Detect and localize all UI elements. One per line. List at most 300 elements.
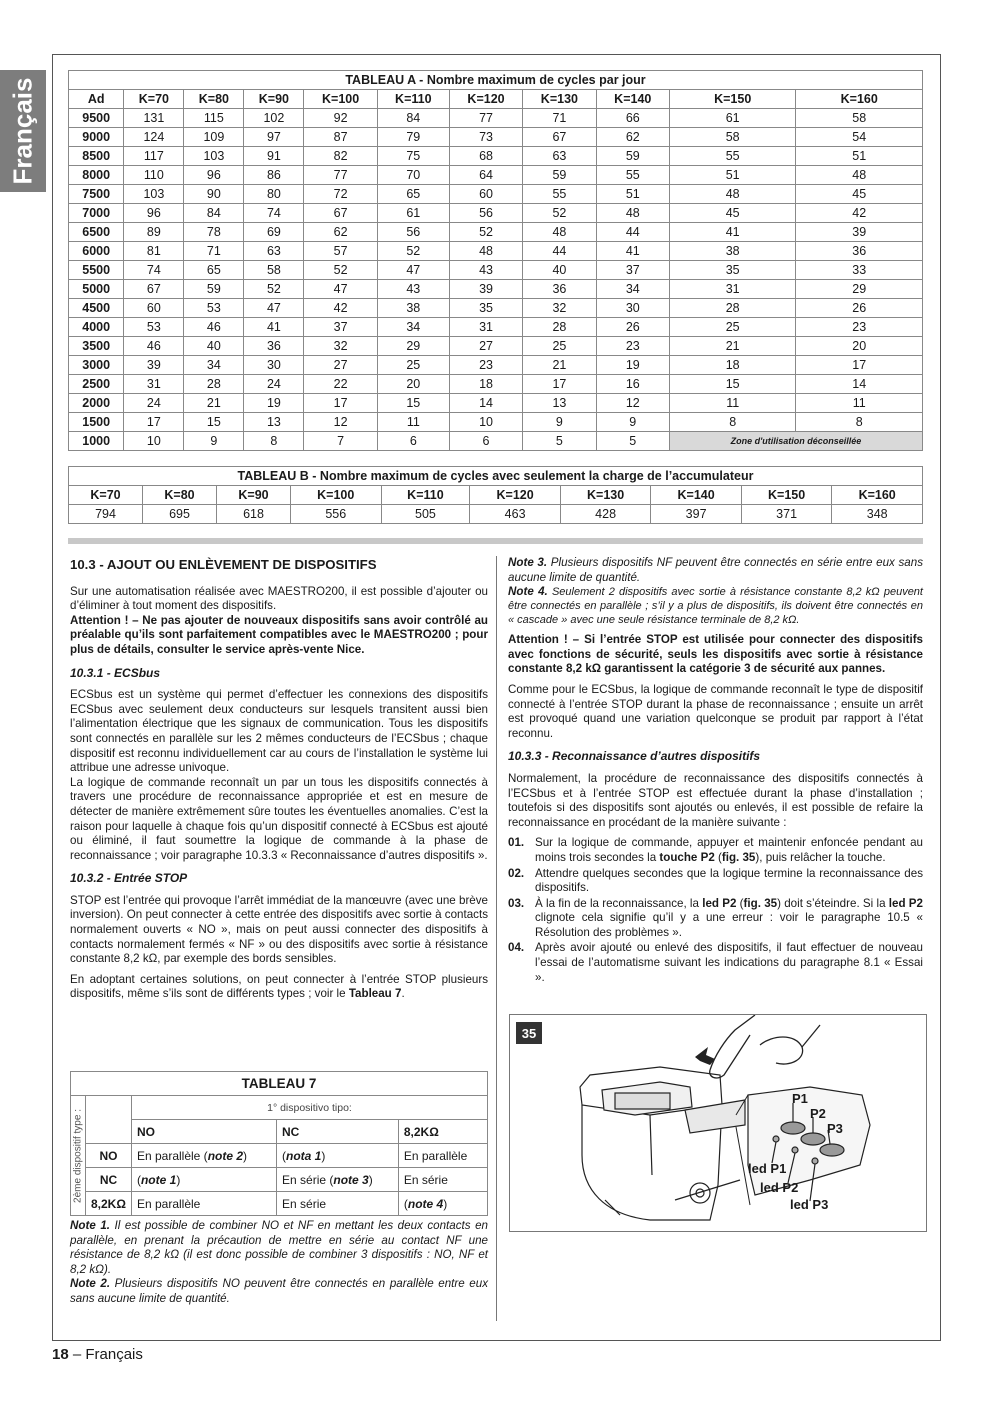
table-cell: 131: [124, 109, 184, 128]
table-cell: 70: [377, 166, 449, 185]
separator-bar: [68, 538, 923, 544]
table-cell: 13: [244, 413, 304, 432]
table-cell: 59: [596, 147, 669, 166]
table-cell: 48: [796, 166, 923, 185]
table-cell: 44: [523, 242, 596, 261]
list-item: 03. À la fin de la reconnaissance, la led P2 (fig. 35) doit s’éteindre. Si la led P2 clignote cela signifie qu’il y a une erreur : voir le paragraphe 10.5 « Résolution des problèmes ».: [508, 896, 923, 939]
table-cell: 28: [669, 299, 795, 318]
table-cell: 81: [124, 242, 184, 261]
table-cell: 124: [124, 128, 184, 147]
table-cell: 10: [449, 413, 522, 432]
table-cell: 20: [377, 375, 449, 394]
table-cell: 14: [449, 394, 522, 413]
table-cell: 52: [244, 280, 304, 299]
table-cell: 43: [377, 280, 449, 299]
table-cell: 64: [449, 166, 522, 185]
page-footer: [52, 1346, 143, 1363]
column-header: K=70: [69, 486, 143, 505]
table-cell: 47: [244, 299, 304, 318]
row-header: 2000: [69, 394, 124, 413]
table-cell: 67: [523, 128, 596, 147]
table-cell: 25: [377, 356, 449, 375]
table-cell: 52: [449, 223, 522, 242]
paragraph: En adoptant certaines solutions, on peut connecter à l’entrée STOP plusieurs dispositifs, même s’ils sont de différents types ; voir le Tableau 7.: [70, 972, 488, 1001]
column-header: K=150: [669, 90, 795, 109]
row-header: 1500: [69, 413, 124, 432]
table-cell: 53: [124, 318, 184, 337]
table-cell: 45: [669, 204, 795, 223]
left-column: [70, 558, 488, 1008]
table-a-title: TABLEAU A - Nombre maximum de cycles par jour: [69, 71, 923, 90]
table-cell: 53: [184, 299, 244, 318]
column-header: K=90: [244, 90, 304, 109]
table-cell: 371: [741, 505, 832, 524]
table-row: [69, 280, 923, 299]
subheading-ecsbus: 10.3.1 - ECSbus: [70, 665, 161, 680]
table-cell: 17: [304, 394, 377, 413]
table-cell: 24: [124, 394, 184, 413]
table-cell: 58: [669, 128, 795, 147]
table-cell: 29: [377, 337, 449, 356]
subheading-stop: 10.3.2 - Entrée STOP: [70, 871, 188, 886]
table-cell: 48: [523, 223, 596, 242]
table-7: [70, 1071, 488, 1216]
row-header: 6000: [69, 242, 124, 261]
table-cell: 8: [669, 413, 795, 432]
table-cell: 794: [69, 505, 143, 524]
table-cell: 47: [377, 261, 449, 280]
note-2: Note 2. Plusieurs dispositifs NO peuvent être connectés en parallèle entre eux sans aucune limite de quantité.: [70, 1277, 488, 1305]
table-cell: 109: [184, 128, 244, 147]
table-cell: 463: [470, 505, 561, 524]
language-tab-label: Français: [7, 77, 38, 185]
table-cell: 71: [523, 109, 596, 128]
column-header: K=80: [143, 486, 217, 505]
column-divider: [496, 556, 497, 1321]
table-cell: 86: [244, 166, 304, 185]
table7-cell: En parallèle: [131, 1192, 276, 1216]
table-cell: 37: [596, 261, 669, 280]
table-cell: 59: [184, 280, 244, 299]
table-cell: 35: [449, 299, 522, 318]
table-cell: 5: [596, 432, 669, 451]
label-p3: P3: [827, 1121, 843, 1136]
table-cell: 58: [244, 261, 304, 280]
table-row: [69, 337, 923, 356]
table-cell: 71: [184, 242, 244, 261]
table-cell: 17: [124, 413, 184, 432]
table-cell: 23: [449, 356, 522, 375]
table-row: [71, 1144, 488, 1168]
table-cell: 55: [669, 147, 795, 166]
table-row: [69, 413, 923, 432]
table-cell: 34: [377, 318, 449, 337]
row-header: 6500: [69, 223, 124, 242]
table-cell: 19: [596, 356, 669, 375]
table-cell: 25: [523, 337, 596, 356]
row-header: 8500: [69, 147, 124, 166]
table-row: [69, 375, 923, 394]
table-cell: 11: [377, 413, 449, 432]
table-cell: 27: [449, 337, 522, 356]
table-cell: 8: [796, 413, 923, 432]
table-cell: 115: [184, 109, 244, 128]
table7-row-header: NC: [86, 1168, 132, 1192]
table-cell: 38: [377, 299, 449, 318]
label-led-p2: led P2: [760, 1180, 799, 1195]
row-header: 3500: [69, 337, 124, 356]
table-cell: 42: [796, 204, 923, 223]
table-cell: 9: [523, 413, 596, 432]
table-cell: 59: [523, 166, 596, 185]
table-row: [69, 432, 923, 451]
table-cell: 32: [523, 299, 596, 318]
row-header: 8000: [69, 166, 124, 185]
table-row: [69, 356, 923, 375]
table-cell: 48: [669, 185, 795, 204]
footer-language: – Français: [72, 1346, 143, 1363]
table-cell: 10: [124, 432, 184, 451]
table-cell: 15: [669, 375, 795, 394]
table7-row-header: NO: [86, 1144, 132, 1168]
label-p2: P2: [810, 1106, 826, 1121]
table-row: [69, 394, 923, 413]
table7-cell: En série (note 3): [277, 1168, 399, 1192]
table-cell: 55: [523, 185, 596, 204]
table-cell: 8: [244, 432, 304, 451]
column-header: K=140: [651, 486, 742, 505]
table-cell: 9: [596, 413, 669, 432]
column-header: K=120: [449, 90, 522, 109]
table-cell: 36: [523, 280, 596, 299]
table-cell: 41: [244, 318, 304, 337]
list-item: 02. Attendre quelques secondes que la logique termine la reconnaissance des dispositifs.: [508, 866, 923, 895]
table-cell: 7: [304, 432, 377, 451]
table-cell: 67: [304, 204, 377, 223]
column-header: K=150: [741, 486, 832, 505]
table-cell: 62: [596, 128, 669, 147]
row-header: 3000: [69, 356, 124, 375]
table-cell: 102: [244, 109, 304, 128]
paragraph: La logique de commande reconnaît un par un tous les dispositifs connectés à travers une procédure de reconnaissance appropriée et est en mesure de détecter de manière extrêmement sûre toutes les éventuelles anomalies. C’est la raison pour laquelle à chaque fois qu’un dispositif connecté à ECSbus est ajouté ou éliminé, il faut soumettre la logique de commande à la phase de reconnaissance ; voir paragraphe 10.3.3 « Reconnaissance d’autres dispositifs ».: [70, 775, 488, 862]
attention-paragraph: Attention ! – Ne pas ajouter de nouveaux dispositifs sans avoir contrôlé au préalable qu’ils sont parfaitement compatibles avec le MAESTRO200 ; pour plus de détails, consulter le service après-vente Nice.: [70, 613, 488, 656]
table7-col-header: 8,2KΩ: [398, 1120, 487, 1144]
table-cell: 110: [124, 166, 184, 185]
label-led-p1: led P1: [748, 1161, 787, 1176]
table-cell: 28: [184, 375, 244, 394]
table-cell: 25: [669, 318, 795, 337]
table-cell: 29: [796, 280, 923, 299]
table-cell: 505: [381, 505, 470, 524]
table7-vertical-label: 2ème dispositif type :: [72, 1108, 84, 1203]
table-row: [69, 128, 923, 147]
table-cell: 60: [449, 185, 522, 204]
table-row: [69, 204, 923, 223]
list-item: 04. Après avoir ajouté ou enlevé des dispositifs, il faut effectuer de nouveau l’essai de l’automatisme suivant les indications du paragraphe 8.1 « Essai ».: [508, 941, 923, 984]
table-cell: 27: [304, 356, 377, 375]
table-cell: 56: [377, 223, 449, 242]
table-cell: 48: [596, 204, 669, 223]
table-cell: 12: [596, 394, 669, 413]
table7-cell: En parallèle (note 2): [131, 1144, 276, 1168]
table-cell: 428: [560, 505, 651, 524]
section-heading: 10.3 - AJOUT OU ENLÈVEMENT DE DISPOSITIFS: [70, 557, 377, 572]
table-cell: 39: [796, 223, 923, 242]
table-cell: 39: [449, 280, 522, 299]
table-cell: 61: [669, 109, 795, 128]
table-cell: 69: [244, 223, 304, 242]
table7-title: TABLEAU 7: [71, 1072, 488, 1096]
paragraph: ECSbus est un système qui permet d’effectuer les connexions des dispositifs ECSbus avec seulement deux conducteurs sur lesquels transitent aussi bien l’alimentation électrique que les signaux de communication. Tous les dispositifs sont connectés en parallèle sur les 2 mêmes conducteurs de l’ECSbus ; chaque dispositif est reconnu individuellement car au cours de l’installation le système lui attribue une adresse univoque.: [70, 688, 488, 775]
list-item: 01. Sur la logique de commande, appuyer et maintenir enfoncée pendant au moins trois secondes la touche P2 (fig. 35), puis relâcher la touche.: [508, 836, 923, 864]
right-column: [508, 556, 923, 986]
table-cell: 37: [304, 318, 377, 337]
table-cell: 74: [244, 204, 304, 223]
column-header: K=100: [291, 486, 382, 505]
table-row: [69, 166, 923, 185]
table-cell: 75: [377, 147, 449, 166]
table-cell: 35: [669, 261, 795, 280]
column-header: K=110: [381, 486, 470, 505]
table-cell: 36: [796, 242, 923, 261]
table-cell: 65: [377, 185, 449, 204]
table-cell: 15: [377, 394, 449, 413]
paragraph: Sur une automatisation réalisée avec MAESTRO200, il est possible d’ajouter ou d’éliminer à tout moment des dispositifs.: [70, 584, 488, 613]
note-1: Note 1. Il est possible de combiner NO et NF en mettant les deux contacts en parallèle, en prenant la précaution de mettre en série au contact NF une résistance de 8,2 kΩ (il est donc possible de combiner 3 dispositifs : NO, NF et 8,2 kΩ).: [70, 1219, 488, 1276]
table7-cell: (note 4): [398, 1192, 487, 1216]
row-header: 2500: [69, 375, 124, 394]
table-row: [69, 147, 923, 166]
column-header: K=160: [796, 90, 923, 109]
table-cell: 46: [124, 337, 184, 356]
figure-number: 35: [516, 1022, 542, 1044]
table-cell: 80: [244, 185, 304, 204]
table-row: [71, 1168, 488, 1192]
zone-warning: Zone d'utilisation déconseillée: [669, 432, 922, 451]
table-cell: 52: [304, 261, 377, 280]
table-cell: 39: [124, 356, 184, 375]
table-b-title: TABLEAU B - Nombre maximum de cycles avec seulement la charge de l’accumulateur: [69, 467, 923, 486]
table-cell: 92: [304, 109, 377, 128]
table-cell: 20: [796, 337, 923, 356]
table-cell: 33: [796, 261, 923, 280]
table-cell: 72: [304, 185, 377, 204]
table-cell: 51: [596, 185, 669, 204]
table-cell: 348: [832, 505, 923, 524]
table-cell: 14: [796, 375, 923, 394]
page-number: 18: [52, 1346, 69, 1363]
table-cell: 82: [304, 147, 377, 166]
column-header: Ad: [69, 90, 124, 109]
notes-left: [70, 1219, 488, 1307]
table-cell: 26: [796, 299, 923, 318]
table-cell: 15: [184, 413, 244, 432]
table-cell: 26: [596, 318, 669, 337]
table-cell: 34: [184, 356, 244, 375]
table-cell: 46: [184, 318, 244, 337]
steps-list: [508, 836, 923, 985]
row-header: 7000: [69, 204, 124, 223]
table7-cell: En série: [398, 1168, 487, 1192]
table-cell: 73: [449, 128, 522, 147]
subheading-recognition: 10.3.3 - Reconnaissance d’autres dispositifs: [508, 749, 761, 764]
table-cell: 87: [304, 128, 377, 147]
table-row: [69, 109, 923, 128]
table-cell: 23: [796, 318, 923, 337]
table7-col-header: NC: [277, 1120, 399, 1144]
column-header: K=140: [596, 90, 669, 109]
table-cell: 47: [304, 280, 377, 299]
table-cell: 6: [377, 432, 449, 451]
table7-row-header: 8,2KΩ: [86, 1192, 132, 1216]
table-cell: 91: [244, 147, 304, 166]
table-cell: 21: [669, 337, 795, 356]
table-cell: 43: [449, 261, 522, 280]
table-cell: 60: [124, 299, 184, 318]
table-cell: 84: [377, 109, 449, 128]
table-cell: 89: [124, 223, 184, 242]
table-cell: 38: [669, 242, 795, 261]
table-cell: 74: [124, 261, 184, 280]
table-cell: 52: [377, 242, 449, 261]
row-header: 5500: [69, 261, 124, 280]
table-cell: 23: [596, 337, 669, 356]
table-cell: 17: [796, 356, 923, 375]
column-header: K=160: [832, 486, 923, 505]
table-cell: 44: [596, 223, 669, 242]
table-a: [68, 70, 923, 451]
table-cell: 79: [377, 128, 449, 147]
table-cell: 68: [449, 147, 522, 166]
table7-cell: En série: [277, 1192, 399, 1216]
column-header: K=110: [377, 90, 449, 109]
table-cell: 63: [523, 147, 596, 166]
table-cell: 54: [796, 128, 923, 147]
table-cell: 12: [304, 413, 377, 432]
table-cell: 67: [124, 280, 184, 299]
table-cell: 77: [304, 166, 377, 185]
table-cell: 45: [796, 185, 923, 204]
row-header: 4500: [69, 299, 124, 318]
table-cell: 40: [184, 337, 244, 356]
table-cell: 40: [523, 261, 596, 280]
paragraph: STOP est l’entrée qui provoque l’arrêt immédiat de la manœuvre (avec une brève inversion). On peut connecter à cette entrée des dispositifs avec sortie à contacts normalement ouverts « NO », mais on peut aussi connecter des dispositifs à contacts normalement fermés « NF » ou des dispositifs avec sortie à résistance constante 8,2 kΩ, par exemple des bords sensibles.: [70, 893, 488, 966]
table-cell: 41: [596, 242, 669, 261]
table7-empty-cell: [86, 1096, 132, 1144]
table-cell: 21: [184, 394, 244, 413]
column-header: K=130: [560, 486, 651, 505]
table-cell: 97: [244, 128, 304, 147]
table-row: [69, 185, 923, 204]
table7-cell: En parallèle: [398, 1144, 487, 1168]
table-cell: 11: [669, 394, 795, 413]
table-cell: 42: [304, 299, 377, 318]
paragraph-text: En adoptant certaines solutions, on peut connecter à l’entrée STOP plusieurs dispositifs, même s’ils sont de différents types ; voir le: [70, 972, 488, 1001]
table-cell: 9: [184, 432, 244, 451]
table-row: [71, 1192, 488, 1216]
table-cell: 56: [449, 204, 522, 223]
table7-cell: (nota 1): [277, 1144, 399, 1168]
table-cell: 63: [244, 242, 304, 261]
table-cell: 32: [304, 337, 377, 356]
table-cell: 30: [244, 356, 304, 375]
table-cell: 62: [304, 223, 377, 242]
column-header: K=80: [184, 90, 244, 109]
note-3: Note 3. Plusieurs dispositifs NF peuvent être connectés en série entre eux sans aucune limite de quantité.: [508, 556, 923, 584]
row-header: 9500: [69, 109, 124, 128]
table-cell: 103: [124, 185, 184, 204]
table-cell: 695: [143, 505, 217, 524]
table-cell: 31: [449, 318, 522, 337]
table-cell: 6: [449, 432, 522, 451]
table-cell: 19: [244, 394, 304, 413]
table-cell: 556: [291, 505, 382, 524]
column-header: K=90: [217, 486, 291, 505]
table-cell: 117: [124, 147, 184, 166]
table-cell: 90: [184, 185, 244, 204]
attention-paragraph: Attention ! – Si l’entrée STOP est utilisée pour connecter des dispositifs avec fonctions de sécurité, seuls les dispositifs avec sortie à résistance constante 8,2 kΩ garantissent la catégorie 3 de sécurité aux pannes.: [508, 633, 923, 676]
language-tab: [0, 70, 46, 192]
row-header: 7500: [69, 185, 124, 204]
table-cell: 103: [184, 147, 244, 166]
table-cell: 18: [449, 375, 522, 394]
control-unit-illustration: [510, 1015, 926, 1231]
table-cell: 84: [184, 204, 244, 223]
row-header: 5000: [69, 280, 124, 299]
table-cell: 65: [184, 261, 244, 280]
table-cell: 24: [244, 375, 304, 394]
table-cell: 58: [796, 109, 923, 128]
table-cell: 55: [596, 166, 669, 185]
table7-cell: (note 1): [131, 1168, 276, 1192]
table-cell: 61: [377, 204, 449, 223]
table-cell: 66: [596, 109, 669, 128]
table-cell: 13: [523, 394, 596, 413]
table-cell: 51: [669, 166, 795, 185]
table-cell: 21: [523, 356, 596, 375]
table-cell: 78: [184, 223, 244, 242]
table-cell: 30: [596, 299, 669, 318]
row-header: 9000: [69, 128, 124, 147]
paragraph: Normalement, la procédure de reconnaissance des dispositifs connectés à l’ECSbus et à l’entrée STOP est effectuée durant la phase d’installation ; toutefois si des dispositifs sont ajoutés ou enlevés, il est possible de refaire la reconnaissance en procédant de la manière suivante :: [508, 771, 923, 829]
table7-first-label: 1° dispositivo tipo:: [131, 1096, 487, 1120]
table-cell: 77: [449, 109, 522, 128]
label-p1: P1: [792, 1091, 808, 1106]
table-reference: Tableau 7: [348, 987, 402, 1001]
table-row: [69, 223, 923, 242]
table-cell: 22: [304, 375, 377, 394]
column-header: K=70: [124, 90, 184, 109]
table7-vertical-label-cell: [71, 1096, 86, 1216]
table-cell: 16: [596, 375, 669, 394]
table-row: [69, 318, 923, 337]
table-cell: 11: [796, 394, 923, 413]
column-header: K=120: [470, 486, 561, 505]
table-row: [69, 261, 923, 280]
table-cell: 96: [184, 166, 244, 185]
table-cell: 52: [523, 204, 596, 223]
table-cell: 618: [217, 505, 291, 524]
table-cell: 57: [304, 242, 377, 261]
table-row: [69, 242, 923, 261]
table-cell: 34: [596, 280, 669, 299]
row-header: 4000: [69, 318, 124, 337]
note-4: Note 4. Seulement 2 dispositifs avec sortie à résistance constante 8,2 kΩ peuvent être connectés en parallèle ; s’il y a plus de dispositifs, ils doivent être connectés en « cascade » avec une seule résistance terminale de 8,2 kΩ.: [508, 585, 923, 627]
table-row: [69, 505, 923, 524]
label-led-p3: led P3: [790, 1197, 829, 1212]
column-header: K=130: [523, 90, 596, 109]
column-header: K=100: [304, 90, 377, 109]
